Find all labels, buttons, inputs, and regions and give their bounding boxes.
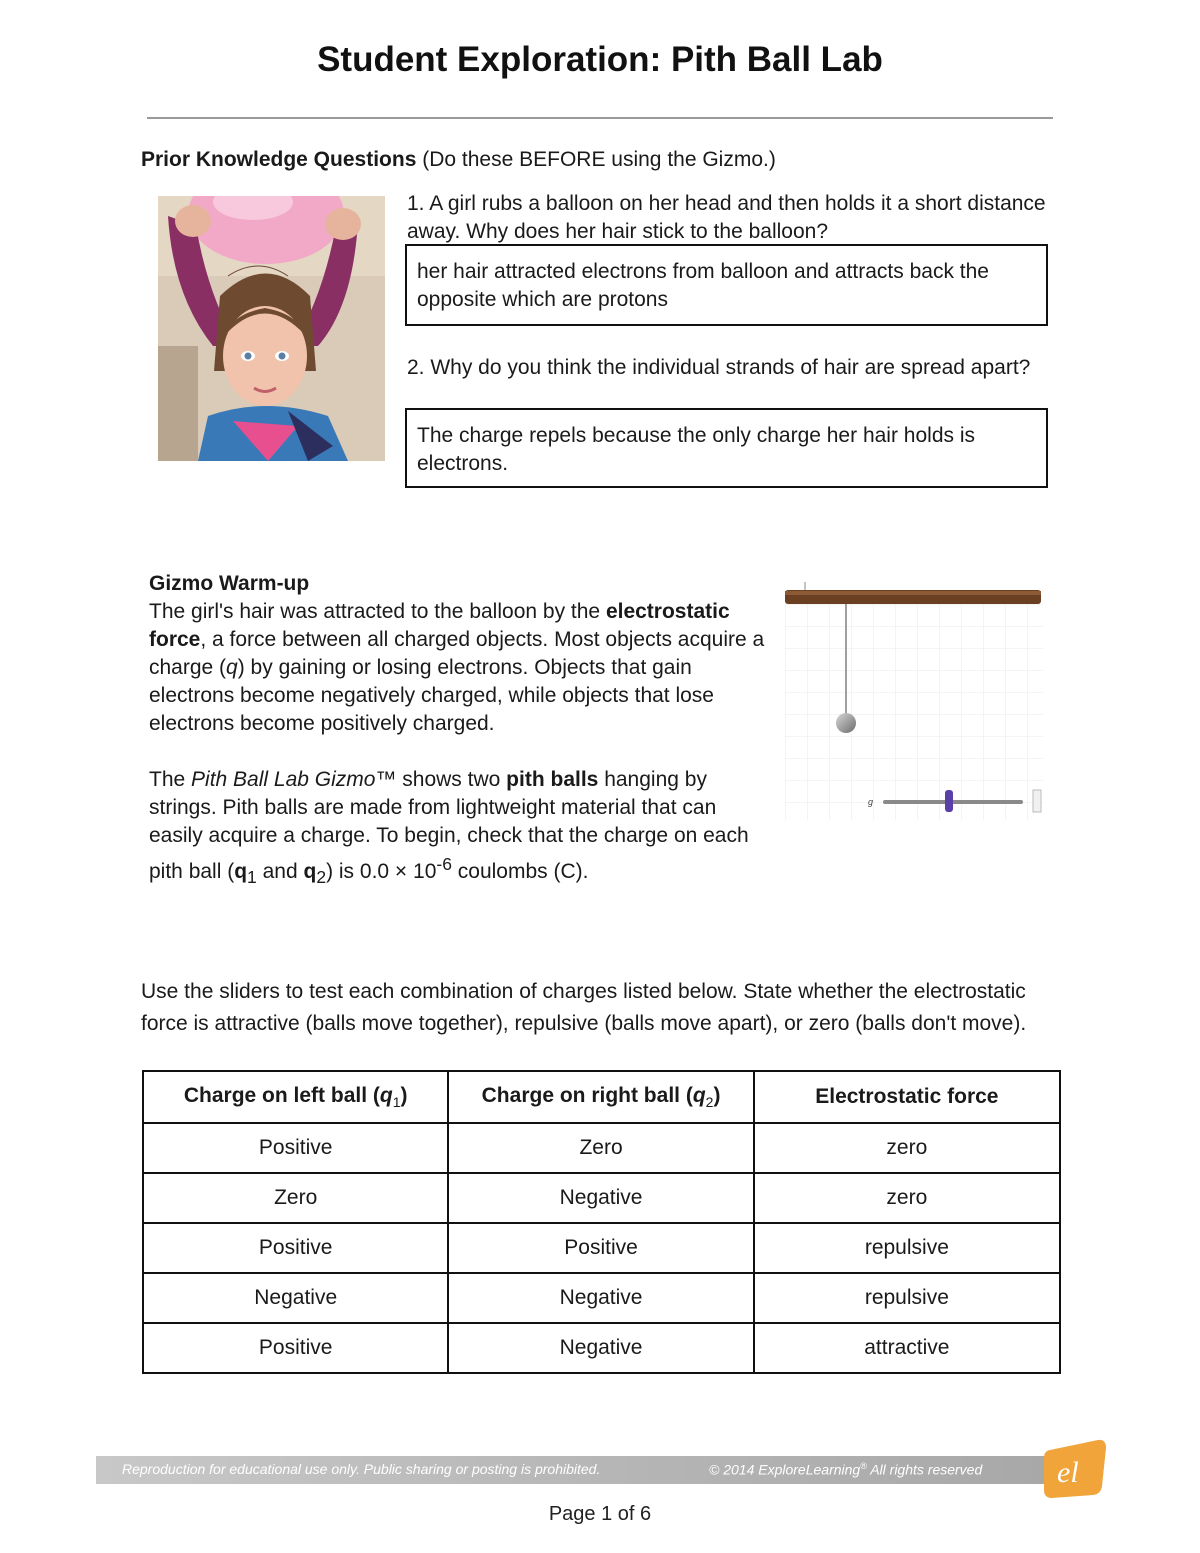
gizmo-slider-label: g — [868, 797, 874, 807]
table-cell: Positive — [143, 1323, 448, 1373]
document-title: Student Exploration: Pith Ball Lab — [317, 40, 883, 79]
page-number: Page 1 of 6 — [548, 1503, 652, 1525]
table-cell: Positive — [143, 1223, 448, 1273]
table-cell: Positive — [448, 1223, 753, 1273]
instructions-text: Use the sliders to test each combination of charges listed below. State whether the electrostatic force is attractive (balls move together), repulsive (balls move apart), or zero (balls don't move). — [141, 980, 1027, 1035]
table-row — [143, 1223, 1060, 1273]
girl-balloon-photo — [158, 196, 385, 461]
warmup-heading: Gizmo Warm-up — [149, 572, 310, 595]
title-divider — [147, 117, 1053, 119]
table-cell: Negative — [448, 1173, 753, 1223]
header-left-ball: Charge on left ball $(q_1)$ — [143, 1071, 448, 1123]
answer-1-box[interactable]: her hair attracted electrons from balloon and attracts back the opposite which are protons — [405, 244, 1048, 326]
pith-ball — [836, 713, 856, 733]
table-cell-answer[interactable]: repulsive — [754, 1273, 1060, 1323]
gizmo-slider-thumb[interactable] — [945, 790, 953, 812]
table-cell: Zero — [448, 1123, 753, 1173]
question-1: 1. A girl rubs a balloon on her head and then holds it a short distance away. Why does her hair stick to the balloon? — [407, 192, 1046, 243]
gizmo-name: Pith Ball Lab Gizmo — [191, 768, 376, 791]
pith-balls-term: pith balls — [506, 768, 599, 791]
footer-copyright: © 2014 ExploreLearning® All rights reserved — [709, 1461, 983, 1478]
table-cell: Zero — [143, 1173, 448, 1223]
table-cell-answer[interactable]: zero — [754, 1123, 1060, 1173]
table-cell-answer[interactable]: zero — [754, 1173, 1060, 1223]
table-cell: Negative — [448, 1323, 753, 1373]
warmup-paragraph-1: The girl's hair was attracted to the balloon by the electrostatic force, a force between all charged objects. Most objects acquire a charge (q) by gaining or losing electrons. Objects that gain electrons become negatively charged, while objects that lose electrons become positively charged. — [149, 600, 765, 735]
table-cell: Negative — [448, 1273, 753, 1323]
table-header-row — [143, 1071, 1060, 1123]
header-electrostatic-force: Electrostatic force — [754, 1071, 1060, 1123]
svg-text:el: el — [1057, 1456, 1079, 1489]
prior-knowledge-heading-note: (Do these BEFORE using the Gizmo.) — [422, 148, 776, 171]
table-cell-answer[interactable]: attractive — [754, 1323, 1060, 1373]
warmup-paragraph-2: The Pith Ball Lab Gizmo™ shows two pith balls hanging by strings. Pith balls are made from lightweight material that can easily acquire a charge. To begin, check that the charge on each pith ball ($q_1$ and $q_2$) is $0.0 \times 10^{-6}$ coulombs (C). — [149, 768, 749, 888]
answer-2-box[interactable]: The charge repels because the only charge her hair holds is electrons. — [405, 408, 1048, 488]
prior-knowledge-heading — [141, 148, 776, 172]
explorelearning-logo — [1040, 1436, 1110, 1500]
footer-reproduction-notice: Reproduction for educational use only. Public sharing or posting is prohibited. — [122, 1461, 601, 1477]
prior-knowledge-heading-bold: Prior Knowledge Questions — [141, 148, 417, 171]
table-row — [143, 1323, 1060, 1373]
table-row — [143, 1173, 1060, 1223]
gizmo-pendulum-screenshot — [785, 582, 1043, 820]
question-2: 2. Why do you think the individual strands of hair are spread apart? — [407, 356, 1031, 379]
header-right-ball: Charge on right ball $(q_2)$ — [448, 1071, 753, 1123]
table-cell: Negative — [143, 1273, 448, 1323]
table-cell-answer[interactable]: repulsive — [754, 1223, 1060, 1273]
table-row — [143, 1273, 1060, 1323]
charge-results-table — [142, 1070, 1061, 1374]
gizmo-warmup-section — [149, 570, 769, 891]
electrostatic-force-term: electrostatic force — [149, 600, 730, 651]
table-cell: Positive — [143, 1123, 448, 1173]
table-row — [143, 1123, 1060, 1173]
